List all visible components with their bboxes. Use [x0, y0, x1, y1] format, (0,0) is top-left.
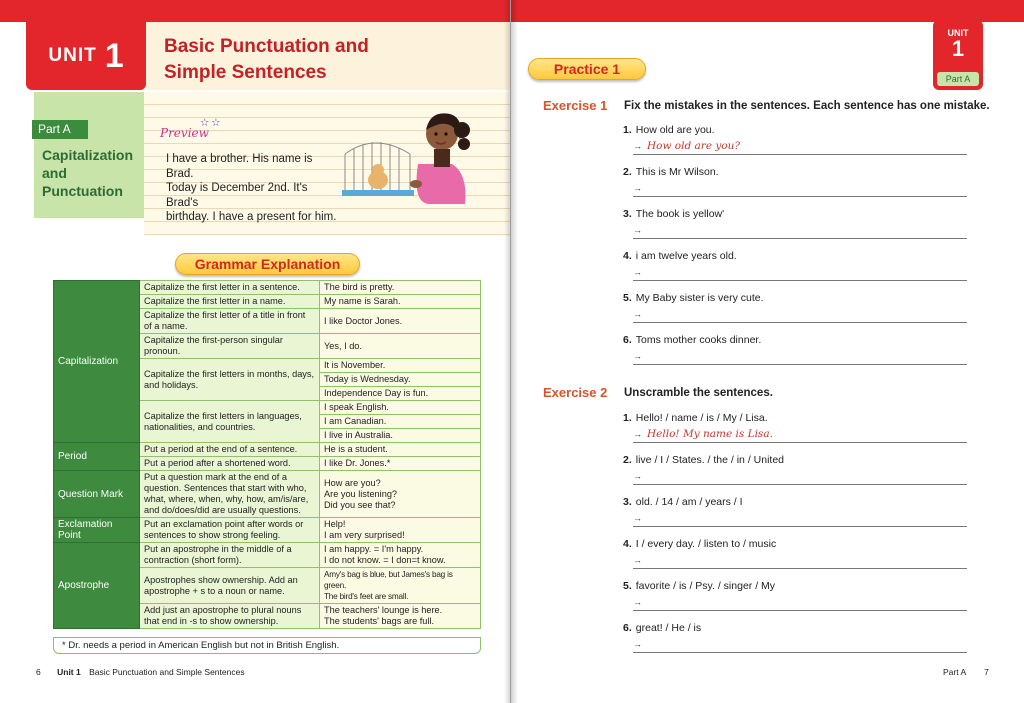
table-row [54, 543, 481, 568]
question-number: 2. [623, 166, 632, 178]
question-item [623, 250, 737, 262]
example-cell: I speak English. [320, 401, 481, 415]
arrow-icon: → [633, 597, 642, 607]
example-cell: Today is Wednesday. [320, 373, 481, 387]
question-text: The book is yellow' [635, 208, 725, 220]
handwritten-answer: How old are you? [647, 140, 741, 152]
arrow-icon: → [633, 267, 642, 277]
answer-line[interactable] [633, 267, 967, 281]
question-item [623, 580, 775, 592]
girl-with-hamster-illustration [340, 104, 470, 204]
answer-line[interactable] [633, 225, 967, 239]
preview-line: birthday. I have a present for him. [166, 211, 337, 223]
example-line: Are you listening? [324, 488, 398, 499]
unit-title-line-1: Basic Punctuation and [164, 36, 369, 57]
arrow-icon: → [633, 471, 642, 481]
question-item [623, 334, 761, 346]
question-text: Toms mother cooks dinner. [635, 334, 762, 346]
question-text: favorite / is / Psy. / singer / My [635, 580, 776, 592]
unit-title [164, 34, 494, 86]
preview-line: I have a brother. His name is Brad. [166, 153, 313, 180]
example-line: I am very surprised! [324, 530, 405, 540]
question-item [623, 454, 784, 466]
tab-unit-word: UNIT [947, 28, 969, 38]
part-title-line-3: Punctuation [42, 183, 123, 199]
answer-line[interactable] [633, 555, 967, 569]
arrow-icon: → [633, 513, 642, 523]
question-item [623, 496, 743, 508]
part-title-line-2: and [42, 165, 67, 181]
answer-line[interactable] [633, 639, 967, 653]
example-cell: He is a student. [320, 443, 481, 457]
rule-cell: Capitalize the first letter in a sentence. [140, 281, 320, 295]
category-period: Period [54, 443, 140, 471]
example-cell: I am Canadian. [320, 415, 481, 429]
example-cell [320, 471, 481, 518]
top-red-bar [511, 0, 1024, 22]
rule-cell: Capitalize the first letters in months, days, and holidays. [140, 359, 320, 401]
rule-cell: Add just an apostrophe to plural nouns that end in -s to show ownership. [140, 604, 320, 629]
preview-line: Today is December 2nd. It's Brad's [166, 182, 308, 209]
example-cell: Independence Day is fun. [320, 387, 481, 401]
table-row [54, 281, 481, 295]
answer-line[interactable] [633, 471, 967, 485]
arrow-icon: → [633, 141, 642, 151]
book-spine [504, 0, 518, 703]
arrow-icon: → [633, 351, 642, 361]
answer-line[interactable] [633, 183, 967, 197]
exercise-2-label: Exercise 2 [543, 385, 608, 400]
rule-cell: Put a period after a shortened word. [140, 457, 320, 471]
question-item [623, 412, 768, 424]
preview-text [166, 152, 341, 225]
footer-title: Basic Punctuation and Simple Sentences [89, 667, 245, 677]
question-text: live / I / States. / the / in / United [635, 454, 785, 466]
answer-line[interactable] [633, 309, 967, 323]
star-icon: ✫✫ [200, 116, 223, 129]
exercise-2-instruction: Unscramble the sentences. [624, 387, 773, 399]
rule-cell: Capitalize the first letter in a name. [140, 295, 320, 309]
example-cell [320, 568, 481, 604]
preview-label: Preview [160, 126, 209, 140]
category-capitalization: Capitalization [54, 281, 140, 443]
table-row [54, 471, 481, 518]
question-number: 3. [623, 496, 632, 508]
footer-part: Part A [943, 667, 966, 677]
question-number: 6. [623, 334, 632, 346]
answer-line[interactable] [633, 513, 967, 527]
example-line: The teachers' lounge is here. [324, 605, 443, 615]
category-question-mark: Question Mark [54, 471, 140, 518]
example-cell [320, 543, 481, 568]
unit-title-line-2: Simple Sentences [164, 62, 327, 83]
handwritten-answer: Hello! My name is Lisa. [647, 428, 773, 440]
question-number: 5. [623, 580, 632, 592]
example-cell: Yes, I do. [320, 334, 481, 359]
unit-number: 1 [104, 36, 124, 75]
part-title-line-1: Capitalization [42, 147, 134, 163]
rule-cell: Capitalize the first letter of a title in front of a name. [140, 309, 320, 334]
question-text: i am twelve years old. [635, 250, 737, 262]
question-number: 2. [623, 454, 632, 466]
question-number: 3. [623, 208, 632, 220]
question-item [623, 292, 764, 304]
unit-word: UNIT [48, 45, 97, 66]
exercise-1-instruction: Fix the mistakes in the sentences. Each sentence has one mistake. [624, 100, 990, 112]
arrow-icon: → [633, 309, 642, 319]
answer-line[interactable] [633, 351, 967, 365]
right-footer [943, 667, 989, 677]
question-number: 1. [623, 124, 632, 136]
grammar-explanation-heading: Grammar Explanation [175, 253, 360, 275]
question-item [623, 166, 719, 178]
question-text: How old are you. [635, 124, 715, 136]
example-cell [320, 604, 481, 629]
example-line: How are you? [324, 477, 381, 488]
answer-line[interactable] [633, 141, 967, 155]
right-page [511, 0, 1024, 703]
rule-cell: Put a period at the end of a sentence. [140, 443, 320, 457]
question-item [623, 622, 701, 634]
arrow-icon: → [633, 429, 642, 439]
answer-line[interactable] [633, 429, 967, 443]
example-line: Amy's bag is blue, but James's bag is green. [324, 570, 453, 590]
table-row [54, 443, 481, 457]
example-line: Did you see that? [324, 499, 396, 510]
part-a-title [42, 146, 142, 200]
question-text: This is Mr Wilson. [635, 166, 719, 178]
example-line: The bird's feet are small. [324, 592, 409, 601]
category-apostrophe: Apostrophe [54, 543, 140, 629]
example-cell: I live in Australia. [320, 429, 481, 443]
example-cell [320, 518, 481, 543]
rule-cell: Apostrophes show ownership. Add an apostrophe + s to a noun or name. [140, 568, 320, 604]
question-item [623, 538, 776, 550]
question-number: 4. [623, 538, 632, 550]
question-item [623, 124, 715, 136]
page-number: 6 [36, 667, 41, 677]
left-footer [36, 667, 245, 677]
left-page [0, 0, 511, 703]
example-line: I am happy. = I'm happy. [324, 544, 424, 554]
question-number: 4. [623, 250, 632, 262]
question-text: I / every day. / listen to / music [635, 538, 777, 550]
grammar-table [53, 280, 481, 629]
rule-cell: Put an exclamation point after words or sentences to show strong feeling. [140, 518, 320, 543]
example-cell: My name is Sarah. [320, 295, 481, 309]
question-text: Hello! / name / is / My / Lisa. [635, 412, 768, 424]
question-number: 6. [623, 622, 632, 634]
practice-heading: Practice 1 [528, 58, 646, 80]
arrow-icon: → [633, 639, 642, 649]
exercise-1-label: Exercise 1 [543, 98, 608, 113]
footnote: * Dr. needs a period in American English but not in British English. [53, 637, 481, 654]
top-red-bar [0, 0, 511, 22]
question-number: 1. [623, 412, 632, 424]
page-number: 7 [984, 667, 989, 677]
example-cell: I like Doctor Jones. [320, 309, 481, 334]
arrow-icon: → [633, 225, 642, 235]
tab-unit-number: 1 [951, 36, 965, 61]
rule-cell: Capitalize the first letters in languages, nationalities, and countries. [140, 401, 320, 443]
arrow-icon: → [633, 183, 642, 193]
example-line: I do not know. = I don=t know. [324, 555, 446, 565]
part-a-tag: Part A [32, 120, 88, 139]
unit-badge [26, 22, 146, 90]
rule-cell: Capitalize the first-person singular pronoun. [140, 334, 320, 359]
example-cell: I like Dr. Jones.* [320, 457, 481, 471]
question-number: 5. [623, 292, 632, 304]
answer-line[interactable] [633, 597, 967, 611]
question-text: great! / He / is [635, 622, 702, 634]
question-item [623, 208, 724, 220]
example-cell: The bird is pretty. [320, 281, 481, 295]
question-text: My Baby sister is very cute. [635, 292, 764, 304]
arrow-icon: → [633, 555, 642, 565]
tab-part: Part A [937, 72, 979, 86]
question-text: old. / 14 / am / years / I [635, 496, 743, 508]
footer-unit: Unit 1 [57, 667, 81, 677]
unit-tab [933, 20, 983, 90]
rule-cell: Put an apostrophe in the middle of a contraction (short form). [140, 543, 320, 568]
category-exclamation-point: Exclamation Point [54, 518, 140, 543]
example-cell: It is November. [320, 359, 481, 373]
example-line: The students' bags are full. [324, 616, 435, 626]
table-row [54, 518, 481, 543]
rule-cell: Put a question mark at the end of a question. Sentences that start with who, what, where, when, why, how, am/is/are, and do/does/did are usually questions. [140, 471, 320, 518]
example-line: Help! [324, 519, 346, 529]
